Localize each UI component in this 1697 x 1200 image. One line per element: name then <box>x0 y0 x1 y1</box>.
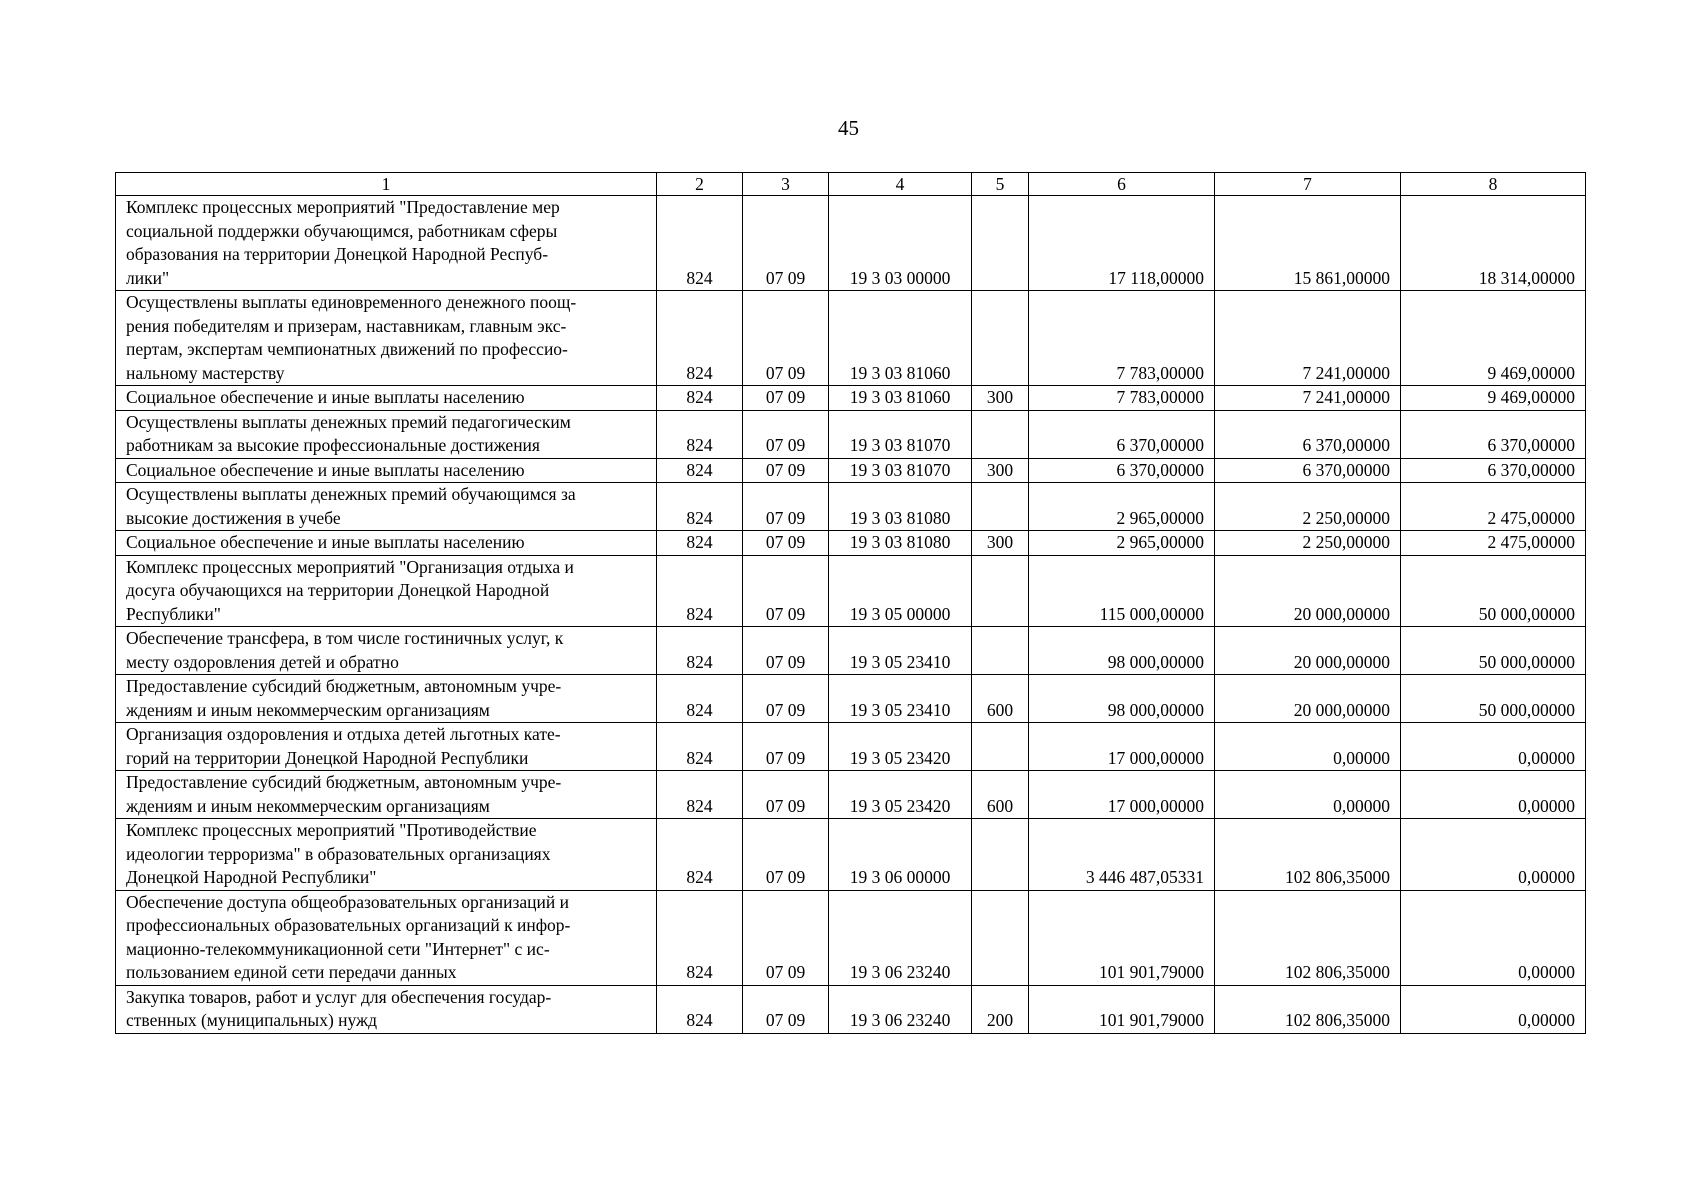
row-description <box>116 483 657 531</box>
description-line: месту оздоровления детей и обратно <box>126 651 399 672</box>
row-expense-type <box>972 627 1029 675</box>
row-target-article: 19 3 05 23420 <box>829 771 972 819</box>
table-row <box>116 410 1586 458</box>
row-target-article: 19 3 03 81080 <box>829 531 972 556</box>
description-line: пертам, экспертам чемпионатных движений по профессио- <box>126 339 568 359</box>
description-line: профессиональных образовательных организаций к инфор- <box>126 915 571 935</box>
row-amount-year-3: 50 000,00000 <box>1401 675 1586 723</box>
table-row <box>116 196 1586 291</box>
row-section-code: 07 09 <box>743 627 829 675</box>
row-amount-year-1: 101 901,79000 <box>1029 985 1215 1033</box>
description-line: Социальное обеспечение и иные выплаты населению <box>126 459 525 480</box>
row-amount-year-1: 2 965,00000 <box>1029 483 1215 531</box>
table-header-row <box>116 173 1586 196</box>
description-line: Осуществлены выплаты денежных премий обучающимся за <box>126 484 576 504</box>
description-line: досуга обучающихся на территории Донецкой Народной <box>126 580 550 600</box>
row-amount-year-3: 0,00000 <box>1401 819 1586 891</box>
row-amount-year-2: 6 370,00000 <box>1215 410 1401 458</box>
table-row <box>116 771 1586 819</box>
row-description <box>116 890 657 985</box>
row-amount-year-1: 2 965,00000 <box>1029 531 1215 556</box>
description-line: горий на территории Донецкой Народной Республики <box>126 747 529 768</box>
row-amount-year-2: 7 241,00000 <box>1215 386 1401 411</box>
row-target-article: 19 3 03 81080 <box>829 483 972 531</box>
row-section-code: 07 09 <box>743 771 829 819</box>
row-admin-code: 824 <box>657 723 743 771</box>
row-admin-code: 824 <box>657 458 743 483</box>
row-amount-year-1: 98 000,00000 <box>1029 675 1215 723</box>
table-row <box>116 627 1586 675</box>
row-section-code: 07 09 <box>743 675 829 723</box>
description-line: образования на территории Донецкой Народной Респуб- <box>126 244 549 264</box>
description-line: рения победителям и призерам, наставникам, главным экс- <box>126 315 567 336</box>
description-line: ственных (муниципальных) нужд <box>126 1010 378 1030</box>
row-description <box>116 196 657 291</box>
row-amount-year-2: 102 806,35000 <box>1215 890 1401 985</box>
row-section-code: 07 09 <box>743 723 829 771</box>
row-admin-code: 824 <box>657 291 743 386</box>
row-amount-year-2: 0,00000 <box>1215 771 1401 819</box>
row-description <box>116 675 657 723</box>
description-line: идеологии терроризма" в образовательных организациях <box>126 843 551 864</box>
description-line: высокие достижения в учебе <box>126 507 341 528</box>
row-target-article: 19 3 05 23410 <box>829 627 972 675</box>
header-col-5: 5 <box>972 173 1029 196</box>
row-amount-year-3: 18 314,00000 <box>1401 196 1586 291</box>
header-col-1: 1 <box>116 173 657 196</box>
row-admin-code: 824 <box>657 410 743 458</box>
row-admin-code: 824 <box>657 675 743 723</box>
row-target-article: 19 3 03 81070 <box>829 410 972 458</box>
description-line: нальному мастерству <box>126 362 285 383</box>
header-col-3: 3 <box>743 173 829 196</box>
table-row <box>116 386 1586 411</box>
row-section-code: 07 09 <box>743 531 829 556</box>
row-amount-year-3: 2 475,00000 <box>1401 483 1586 531</box>
row-amount-year-2: 2 250,00000 <box>1215 531 1401 556</box>
row-amount-year-3: 0,00000 <box>1401 723 1586 771</box>
row-target-article: 19 3 05 00000 <box>829 555 972 627</box>
row-amount-year-2: 7 241,00000 <box>1215 291 1401 386</box>
row-admin-code: 824 <box>657 819 743 891</box>
row-amount-year-1: 6 370,00000 <box>1029 458 1215 483</box>
row-expense-type: 200 <box>972 985 1029 1033</box>
row-amount-year-3: 6 370,00000 <box>1401 458 1586 483</box>
description-line: ждениям и иным некоммерческим организациям <box>126 699 490 720</box>
row-amount-year-3: 9 469,00000 <box>1401 386 1586 411</box>
row-expense-type <box>972 819 1029 891</box>
row-amount-year-3: 0,00000 <box>1401 771 1586 819</box>
row-expense-type: 600 <box>972 771 1029 819</box>
row-expense-type <box>972 555 1029 627</box>
row-amount-year-3: 50 000,00000 <box>1401 627 1586 675</box>
row-amount-year-2: 102 806,35000 <box>1215 985 1401 1033</box>
description-line: социальной поддержки обучающимся, работникам сферы <box>126 220 558 241</box>
row-description <box>116 410 657 458</box>
description-line: Обеспечение доступа общеобразовательных организаций и <box>126 891 569 912</box>
row-amount-year-3: 2 475,00000 <box>1401 531 1586 556</box>
table-row <box>116 458 1586 483</box>
description-line: Социальное обеспечение и иные выплаты населению <box>126 387 525 407</box>
row-admin-code: 824 <box>657 483 743 531</box>
row-admin-code: 824 <box>657 890 743 985</box>
description-line: Обеспечение трансфера, в том числе гостиничных услуг, к <box>126 628 564 648</box>
header-col-4: 4 <box>829 173 972 196</box>
table-row <box>116 291 1586 386</box>
row-amount-year-1: 115 000,00000 <box>1029 555 1215 627</box>
row-amount-year-3: 50 000,00000 <box>1401 555 1586 627</box>
row-expense-type: 300 <box>972 386 1029 411</box>
description-line: Осуществлены выплаты денежных премий педагогическим <box>126 411 571 432</box>
header-col-6: 6 <box>1029 173 1215 196</box>
row-description <box>116 291 657 386</box>
row-admin-code: 824 <box>657 771 743 819</box>
description-line: Осуществлены выплаты единовременного денежного поощ- <box>126 292 577 312</box>
row-amount-year-1: 3 446 487,05331 <box>1029 819 1215 891</box>
row-amount-year-3: 0,00000 <box>1401 985 1586 1033</box>
description-line: Социальное обеспечение и иные выплаты населению <box>126 532 525 552</box>
description-line: мационно-телекоммуникационной сети "Интернет" с ис- <box>126 938 550 959</box>
row-amount-year-2: 20 000,00000 <box>1215 675 1401 723</box>
row-target-article: 19 3 03 81070 <box>829 458 972 483</box>
row-admin-code: 824 <box>657 627 743 675</box>
description-line: Республики" <box>126 603 221 624</box>
table-row <box>116 531 1586 556</box>
row-section-code: 07 09 <box>743 985 829 1033</box>
row-amount-year-3: 0,00000 <box>1401 890 1586 985</box>
row-amount-year-1: 17 000,00000 <box>1029 723 1215 771</box>
table-row <box>116 483 1586 531</box>
row-admin-code: 824 <box>657 386 743 411</box>
description-line: Предоставление субсидий бюджетным, автономным учре- <box>126 772 562 792</box>
description-line: Комплекс процессных мероприятий "Противодействие <box>126 820 537 840</box>
row-description <box>116 458 657 483</box>
row-amount-year-2: 0,00000 <box>1215 723 1401 771</box>
description-line: Донецкой Народной Республики" <box>126 867 377 887</box>
table-row <box>116 675 1586 723</box>
row-expense-type: 300 <box>972 458 1029 483</box>
description-line: лики" <box>126 267 170 288</box>
description-line: пользованием единой сети передачи данных <box>126 962 457 982</box>
row-expense-type: 300 <box>972 531 1029 556</box>
description-line: Закупка товаров, работ и услуг для обеспечения государ- <box>126 986 552 1007</box>
table-body <box>116 196 1586 1034</box>
row-amount-year-2: 6 370,00000 <box>1215 458 1401 483</box>
row-expense-type: 600 <box>972 675 1029 723</box>
row-section-code: 07 09 <box>743 291 829 386</box>
row-expense-type <box>972 410 1029 458</box>
row-amount-year-2: 20 000,00000 <box>1215 627 1401 675</box>
row-target-article: 19 3 03 81060 <box>829 291 972 386</box>
row-section-code: 07 09 <box>743 483 829 531</box>
page-number: 45 <box>838 116 859 140</box>
row-section-code: 07 09 <box>743 410 829 458</box>
row-amount-year-2: 20 000,00000 <box>1215 555 1401 627</box>
row-target-article: 19 3 06 23240 <box>829 890 972 985</box>
header-col-7: 7 <box>1215 173 1401 196</box>
row-target-article: 19 3 05 23420 <box>829 723 972 771</box>
row-section-code: 07 09 <box>743 819 829 891</box>
row-amount-year-2: 2 250,00000 <box>1215 483 1401 531</box>
table-row <box>116 555 1586 627</box>
row-expense-type <box>972 483 1029 531</box>
header-col-8: 8 <box>1401 173 1586 196</box>
row-amount-year-1: 17 000,00000 <box>1029 771 1215 819</box>
row-admin-code: 824 <box>657 531 743 556</box>
description-line: работникам за высокие профессиональные достижения <box>126 435 540 455</box>
row-expense-type <box>972 723 1029 771</box>
budget-table <box>115 172 1586 1034</box>
row-section-code: 07 09 <box>743 555 829 627</box>
row-target-article: 19 3 06 00000 <box>829 819 972 891</box>
row-expense-type <box>972 291 1029 386</box>
row-amount-year-1: 98 000,00000 <box>1029 627 1215 675</box>
description-line: Предоставление субсидий бюджетным, автономным учре- <box>126 676 562 696</box>
row-description <box>116 531 657 556</box>
row-target-article: 19 3 05 23410 <box>829 675 972 723</box>
row-admin-code: 824 <box>657 555 743 627</box>
description-line: Организация оздоровления и отдыха детей льготных кате- <box>126 724 561 744</box>
row-description <box>116 386 657 411</box>
row-description <box>116 771 657 819</box>
row-description <box>116 985 657 1033</box>
row-target-article: 19 3 06 23240 <box>829 985 972 1033</box>
table-row <box>116 985 1586 1033</box>
row-amount-year-2: 15 861,00000 <box>1215 196 1401 291</box>
row-section-code: 07 09 <box>743 386 829 411</box>
table-row <box>116 890 1586 985</box>
description-line: Комплекс процессных мероприятий "Предоставление мер <box>126 197 560 217</box>
row-section-code: 07 09 <box>743 458 829 483</box>
row-target-article: 19 3 03 00000 <box>829 196 972 291</box>
row-description <box>116 723 657 771</box>
row-description <box>116 555 657 627</box>
row-admin-code: 824 <box>657 985 743 1033</box>
row-description <box>116 627 657 675</box>
table-row <box>116 723 1586 771</box>
row-expense-type <box>972 890 1029 985</box>
description-line: Комплекс процессных мероприятий "Организация отдыха и <box>126 556 574 577</box>
row-amount-year-3: 6 370,00000 <box>1401 410 1586 458</box>
row-section-code: 07 09 <box>743 196 829 291</box>
row-amount-year-2: 102 806,35000 <box>1215 819 1401 891</box>
row-expense-type <box>972 196 1029 291</box>
row-amount-year-1: 6 370,00000 <box>1029 410 1215 458</box>
row-amount-year-1: 7 783,00000 <box>1029 386 1215 411</box>
row-section-code: 07 09 <box>743 890 829 985</box>
header-col-2: 2 <box>657 173 743 196</box>
row-admin-code: 824 <box>657 196 743 291</box>
row-amount-year-1: 101 901,79000 <box>1029 890 1215 985</box>
row-target-article: 19 3 03 81060 <box>829 386 972 411</box>
row-amount-year-1: 7 783,00000 <box>1029 291 1215 386</box>
row-amount-year-1: 17 118,00000 <box>1029 196 1215 291</box>
row-description <box>116 819 657 891</box>
table-row <box>116 819 1586 891</box>
row-amount-year-3: 9 469,00000 <box>1401 291 1586 386</box>
description-line: ждениям и иным некоммерческим организациям <box>126 795 490 816</box>
